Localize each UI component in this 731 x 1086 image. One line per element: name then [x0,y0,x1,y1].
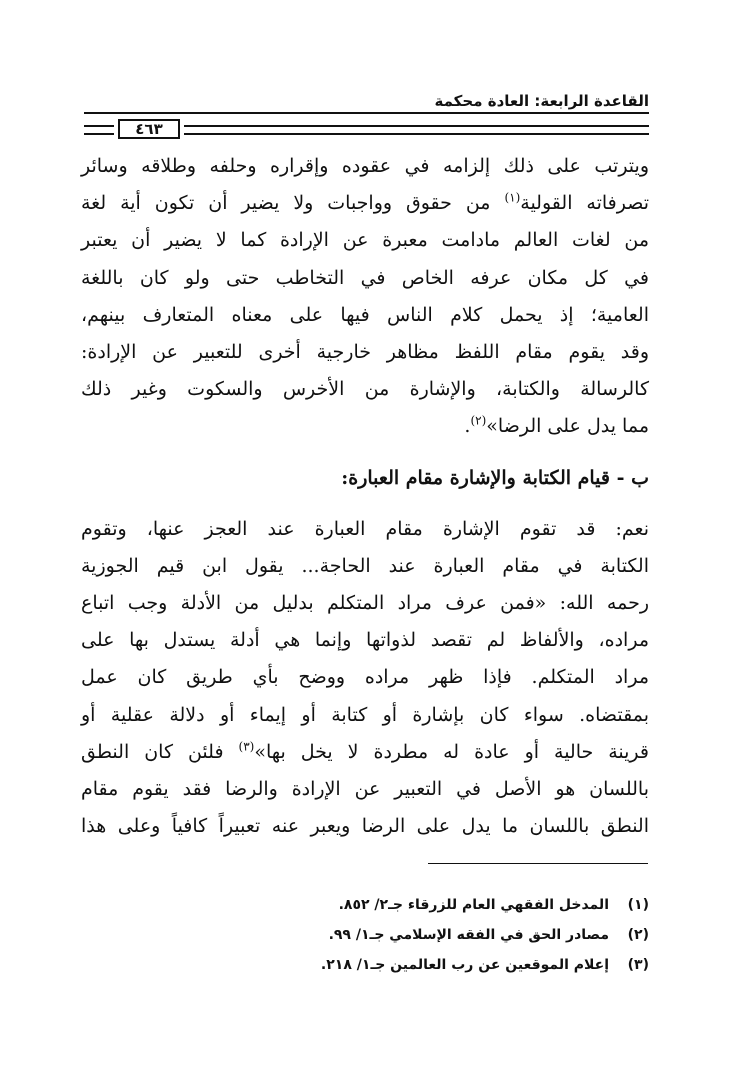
body-line: نعم: قد تقوم الإشارة مقام العبارة عند العجز عنها، وتقوم [81,517,649,540]
running-title: القاعدة الرابعة: العادة محكمة [434,92,649,110]
paragraph-gap [81,446,649,460]
footnote-number: (١) [627,897,649,913]
footnote-text: إعلام الموقعين عن رب العالمين جـ١/ ٢١٨. [320,957,609,973]
body-line: ويترتب على ذلك إلزامه في عقوده وإقراره وحلفه وطلاقه وسائر [81,155,649,177]
body-line: تصرفاته القولية$^{(١)}$ من حقوق وواجبات ولا يضير أن تكون أية لغة [81,190,649,215]
section-heading: ب - قيام الكتابة والإشارة مقام العبارة: [341,466,649,489]
page-number-left-rule [84,125,114,135]
page-number: ٤٦٣ [118,119,180,139]
body-line: كالرسالة والكتابة، والإشارة من الأخرس والسكوت وغير ذلك [81,378,649,401]
body-line: النطق باللسان ما يدل على الرضا ويعبر عنه تعبيراً كافياً وعلى هذا [81,815,649,838]
page-number-right-rule [184,125,649,135]
footnote-text: المدخل الفقهي العام للزرقاء جـ٢/ ٨٥٢. [338,897,609,913]
body-line: الكتابة في مقام العبارة عند الحاجة... يقول ابن قيم الجوزية [81,554,649,577]
footnote [81,920,649,950]
footnote-number: (٢) [627,927,649,943]
body-line: بمقتضاه. سواء كان بإشارة أو كتابة أو إيماء أو دلالة عقلية أو [81,703,649,726]
body-line: من لغات العالم مادامت معبرة عن الإرادة كما لا يضير أن يعتبر [81,229,649,252]
body-line: باللسان هو الأصل في التعبير عن الإرادة والرضا فقد يقوم مقام [81,778,649,800]
footnote-ref: (٣) [238,739,255,754]
footnote-number: (٣) [627,957,649,973]
body-text [81,148,649,845]
footnote-text: مصادر الحق في الفقه الإسلامي جـ١/ ٩٩. [328,927,609,943]
body-line: مما يدل على الرضا»$^{(٢)}$. [464,413,649,438]
footnote-separator [428,863,648,864]
page-number-bar [84,119,649,141]
body-line: مراد المتكلم. فإذا ظهر مراده ووضح بأي طريق كان عمل [81,666,649,689]
body-line: العامية؛ إذ يحمل كلام الناس فيها على معناه المتعارف بينهم، [81,303,649,326]
body-line: قرينة حالية أو عادة له مطردة لا يخل بها»$^{(٣)}$ فلئن كان النطق [81,739,649,763]
body-line: مراده، والألفاظ لم تقصد لذواتها وإنما هي أدلة يستدل بها على [81,629,649,652]
footnote-ref: (١) [504,190,521,205]
body-line: في كل مكان عرفه الخاص في التخاطب حتى ولو كان باللغة [81,266,649,289]
footnote [81,890,649,920]
paragraph-gap [81,497,649,511]
body-line: رحمه الله: «فمن عرف مراد المتكلم بدليل من الأدلة وجب اتباع [81,592,649,615]
header-rule [84,112,649,114]
footnotes [81,890,649,980]
body-line: وقد يقوم مقام اللفظ مظاهر خارجية أخرى للتعبير عن الإرادة: [81,340,649,363]
footnote-ref: (٢) [470,413,487,428]
footnote [81,950,649,980]
